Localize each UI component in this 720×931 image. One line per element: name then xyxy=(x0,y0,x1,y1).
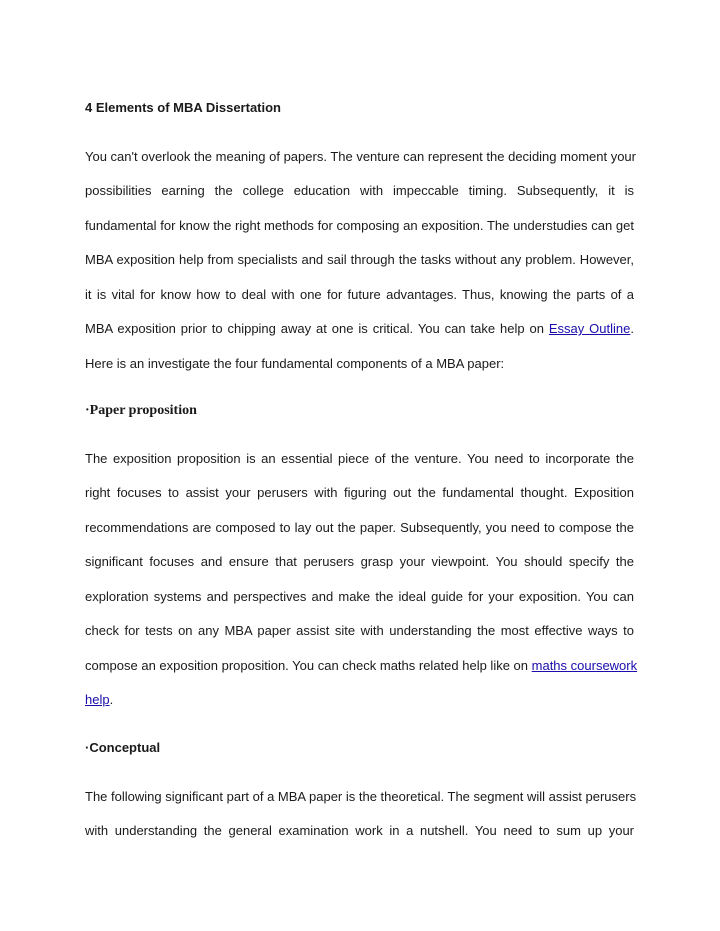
heading-conceptual: ·Conceptual xyxy=(85,740,161,755)
paragraph-1-line-5: it is vital for know how to deal with one for future advantages. Thus, knowing the parts of a xyxy=(85,287,634,302)
paragraph-2-line-8-end: . xyxy=(109,692,114,707)
maths-coursework-link[interactable]: maths coursework xyxy=(531,658,638,673)
essay-outline-link[interactable]: Essay Outline xyxy=(548,321,631,336)
heading-paper-proposition: ·Paper proposition xyxy=(85,403,197,418)
document-title: 4 Elements of MBA Dissertation xyxy=(85,100,282,115)
paragraph-1-line-3: fundamental for know the right methods for composing an exposition. The understudies can get xyxy=(85,218,634,233)
paragraph-3-line-2: with understanding the general examination work in a nutshell. You need to sum up your xyxy=(85,823,634,838)
paragraph-2-line-2: right focuses to assist your perusers with figuring out the fundamental thought. Exposition xyxy=(85,485,634,500)
paragraph-2-line-7-text: compose an exposition proposition. You can check maths related help like on xyxy=(85,658,529,673)
paragraph-3-line-1: The following significant part of a MBA paper is the theoretical. The segment will assist perusers xyxy=(85,789,637,804)
paragraph-2-line-7 xyxy=(85,658,638,674)
paragraph-1-line-7: Here is an investigate the four fundamental components of a MBA paper: xyxy=(85,356,505,371)
paragraph-2-line-8 xyxy=(85,692,634,708)
paragraph-2-line-4: significant focuses and ensure that perusers grasp your viewpoint. You should specify the xyxy=(85,554,634,569)
paragraph-2-line-3: recommendations are composed to lay out the paper. Subsequently, you need to compose the xyxy=(85,520,634,535)
paragraph-1-line-6-end: . xyxy=(630,321,634,336)
paragraph-1-line-6 xyxy=(85,321,634,337)
paragraph-1-line-6-text: MBA exposition prior to chipping away at one is critical. You can take help on xyxy=(85,321,544,336)
paragraph-2-line-6: check for tests on any MBA paper assist site with understanding the most effective ways to xyxy=(85,623,634,638)
paragraph-1-line-4: MBA exposition help from specialists and sail through the tasks without any problem. However, xyxy=(85,252,634,267)
paragraph-2-line-1: The exposition proposition is an essential piece of the venture. You need to incorporate the xyxy=(85,451,634,466)
paragraph-2-line-5: exploration systems and perspectives and make the ideal guide for your exposition. You can xyxy=(85,589,634,604)
maths-coursework-help-link[interactable]: help xyxy=(85,692,110,707)
paragraph-1-line-2: possibilities earning the college education with impeccable timing. Subsequently, it is xyxy=(85,183,634,198)
paragraph-1-line-1: You can't overlook the meaning of papers. The venture can represent the deciding moment your xyxy=(85,149,636,164)
